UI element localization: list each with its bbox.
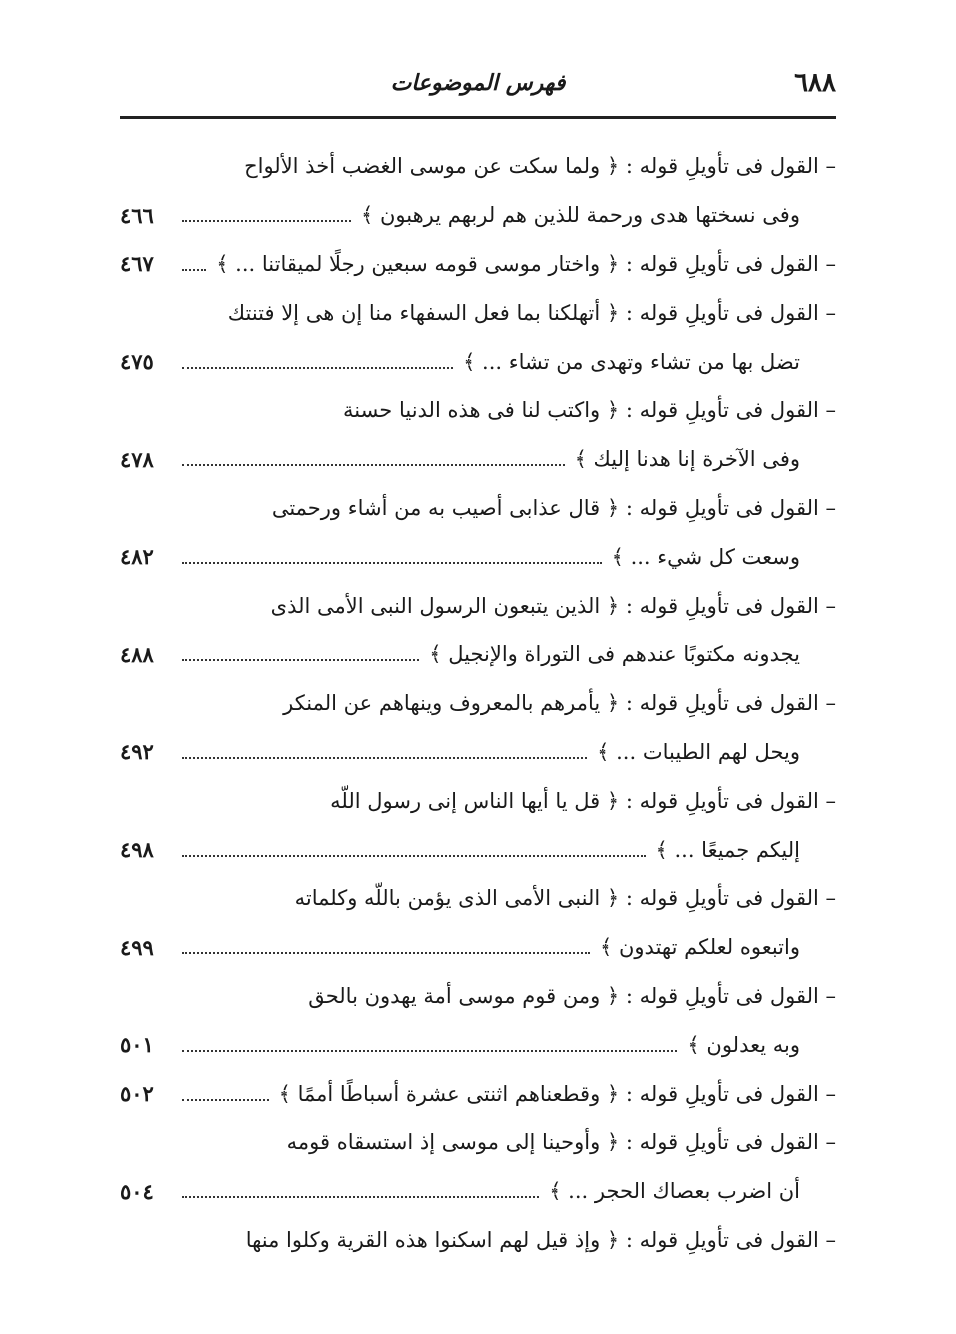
page-header bbox=[120, 60, 836, 119]
entry-page-number: ٤٧٨ bbox=[120, 446, 154, 472]
table-of-contents bbox=[120, 142, 836, 1264]
dot-leader bbox=[182, 269, 206, 271]
toc-entry-continuation bbox=[120, 337, 836, 386]
toc-entry bbox=[120, 776, 836, 825]
entry-page-number: ٤٦٧ bbox=[120, 251, 154, 277]
entry-page-number: ٤٦٦ bbox=[120, 202, 154, 228]
entry-text: – القول فى تأويلِ قوله : ﴿ وأوحينا إلى موسى إذ استسقاه قومه bbox=[286, 1130, 836, 1155]
entry-text: – القول فى تأويلِ قوله : ﴿ ولما سكت عن موسى الغضب أخذ الألواح bbox=[244, 154, 836, 179]
dot-leader bbox=[182, 464, 565, 466]
entry-text: وسعت كل شيء ... ﴾ bbox=[611, 544, 800, 569]
entry-page-number: ٤٨٨ bbox=[120, 641, 154, 667]
toc-entry-continuation bbox=[120, 1167, 836, 1216]
toc-entry-continuation bbox=[120, 1020, 836, 1069]
page-number: ٦٨٨ bbox=[794, 68, 836, 98]
dot-leader bbox=[182, 1099, 269, 1101]
toc-entry-continuation bbox=[120, 923, 836, 972]
toc-entry bbox=[120, 142, 836, 191]
entry-page-number: ٥٠٢ bbox=[120, 1081, 154, 1107]
entry-text: – القول فى تأويلِ قوله : ﴿ وقطعناهم اثنتى عشرة أسباطًا أممًا ﴾ bbox=[278, 1081, 836, 1106]
toc-entry-continuation bbox=[120, 825, 836, 874]
toc-entry bbox=[120, 1118, 836, 1167]
entry-text: – القول فى تأويلِ قوله : ﴿ قل يا أيها الناس إنى رسول اللّه bbox=[330, 788, 836, 813]
toc-entry bbox=[120, 240, 836, 289]
running-title: فهرس الموضوعات bbox=[390, 70, 566, 96]
dot-leader bbox=[182, 855, 646, 857]
entry-page-number: ٤٧٥ bbox=[120, 349, 154, 375]
entry-text: – القول فى تأويلِ قوله : ﴿ يأمرهم بالمعروف وينهاهم عن المنكر bbox=[283, 691, 836, 716]
toc-entry bbox=[120, 288, 836, 337]
entry-text: وفى نسختها هدى ورحمة للذين هم لربهم يرهبون ﴾ bbox=[361, 203, 800, 228]
toc-entry bbox=[120, 679, 836, 728]
dot-leader bbox=[182, 367, 453, 369]
toc-entry bbox=[120, 581, 836, 630]
entry-page-number: ٤٩٨ bbox=[120, 837, 154, 863]
dot-leader bbox=[182, 220, 351, 222]
entry-text: إليكم جميعًا ... ﴾ bbox=[655, 837, 800, 862]
dot-leader bbox=[182, 1196, 539, 1198]
entry-text: – القول فى تأويلِ قوله : ﴿ واختار موسى قومه سبعين رجلًا لميقاتنا ... ﴾ bbox=[216, 251, 836, 276]
dot-leader bbox=[182, 659, 419, 661]
entry-text: – القول فى تأويلِ قوله : ﴿ واكتب لنا فى هذه الدنيا حسنة bbox=[342, 398, 836, 423]
dot-leader bbox=[182, 562, 602, 564]
entry-text: – القول فى تأويلِ قوله : ﴿ النبى الأمى الذى يؤمن باللّه وكلماته bbox=[294, 886, 836, 911]
entry-text: – القول فى تأويلِ قوله : ﴿ قال عذابى أصيب به من أشاء ورحمتى bbox=[271, 495, 836, 520]
entry-page-number: ٤٩٢ bbox=[120, 739, 154, 765]
entry-text: واتبعوه لعلكم تهتدون ﴾ bbox=[600, 935, 800, 960]
entry-text: أن اضرب بعصاك الحجر ... ﴾ bbox=[549, 1179, 800, 1204]
entry-text: – القول فى تأويلِ قوله : ﴿ الذين يتبعون الرسول النبى الأمى الذى bbox=[270, 593, 836, 618]
dot-leader bbox=[182, 1050, 677, 1052]
entry-text: وبه يعدلون ﴾ bbox=[687, 1032, 800, 1057]
toc-entry bbox=[120, 386, 836, 435]
dot-leader bbox=[182, 757, 587, 759]
dot-leader bbox=[182, 952, 590, 954]
entry-text: تضل بها من تشاء وتهدى من تشاء ... ﴾ bbox=[463, 349, 800, 374]
entry-page-number: ٤٨٢ bbox=[120, 544, 154, 570]
entry-text: وفى الآخرة إنا هدنا إليك ﴾ bbox=[574, 447, 800, 472]
entry-page-number: ٥٠١ bbox=[120, 1032, 154, 1058]
toc-entry bbox=[120, 972, 836, 1021]
toc-entry bbox=[120, 1069, 836, 1118]
toc-entry bbox=[120, 874, 836, 923]
entry-text: ويحل لهم الطيبات ... ﴾ bbox=[597, 739, 800, 764]
entry-text: – القول فى تأويلِ قوله : ﴿ أتهلكنا بما فعل السفهاء منا إن هى إلا فتنتك bbox=[227, 300, 836, 325]
entry-text: – القول فى تأويلِ قوله : ﴿ ومن قوم موسى أمة يهدون بالحق bbox=[308, 983, 836, 1008]
entry-text: – القول فى تأويلِ قوله : ﴿ وإذ قيل لهم اسكنوا هذه القرية وكلوا منها bbox=[245, 1227, 836, 1252]
toc-entry-continuation bbox=[120, 630, 836, 679]
toc-entry-continuation bbox=[120, 191, 836, 240]
entry-page-number: ٤٩٩ bbox=[120, 934, 154, 960]
toc-entry-continuation bbox=[120, 435, 836, 484]
entry-text: يجدونه مكتوبًا عندهم فى التوراة والإنجيل ﴾ bbox=[429, 642, 800, 667]
toc-entry bbox=[120, 1216, 836, 1265]
toc-entry bbox=[120, 484, 836, 533]
toc-entry-continuation bbox=[120, 728, 836, 777]
toc-entry-continuation bbox=[120, 532, 836, 581]
entry-page-number: ٥٠٤ bbox=[120, 1178, 154, 1204]
